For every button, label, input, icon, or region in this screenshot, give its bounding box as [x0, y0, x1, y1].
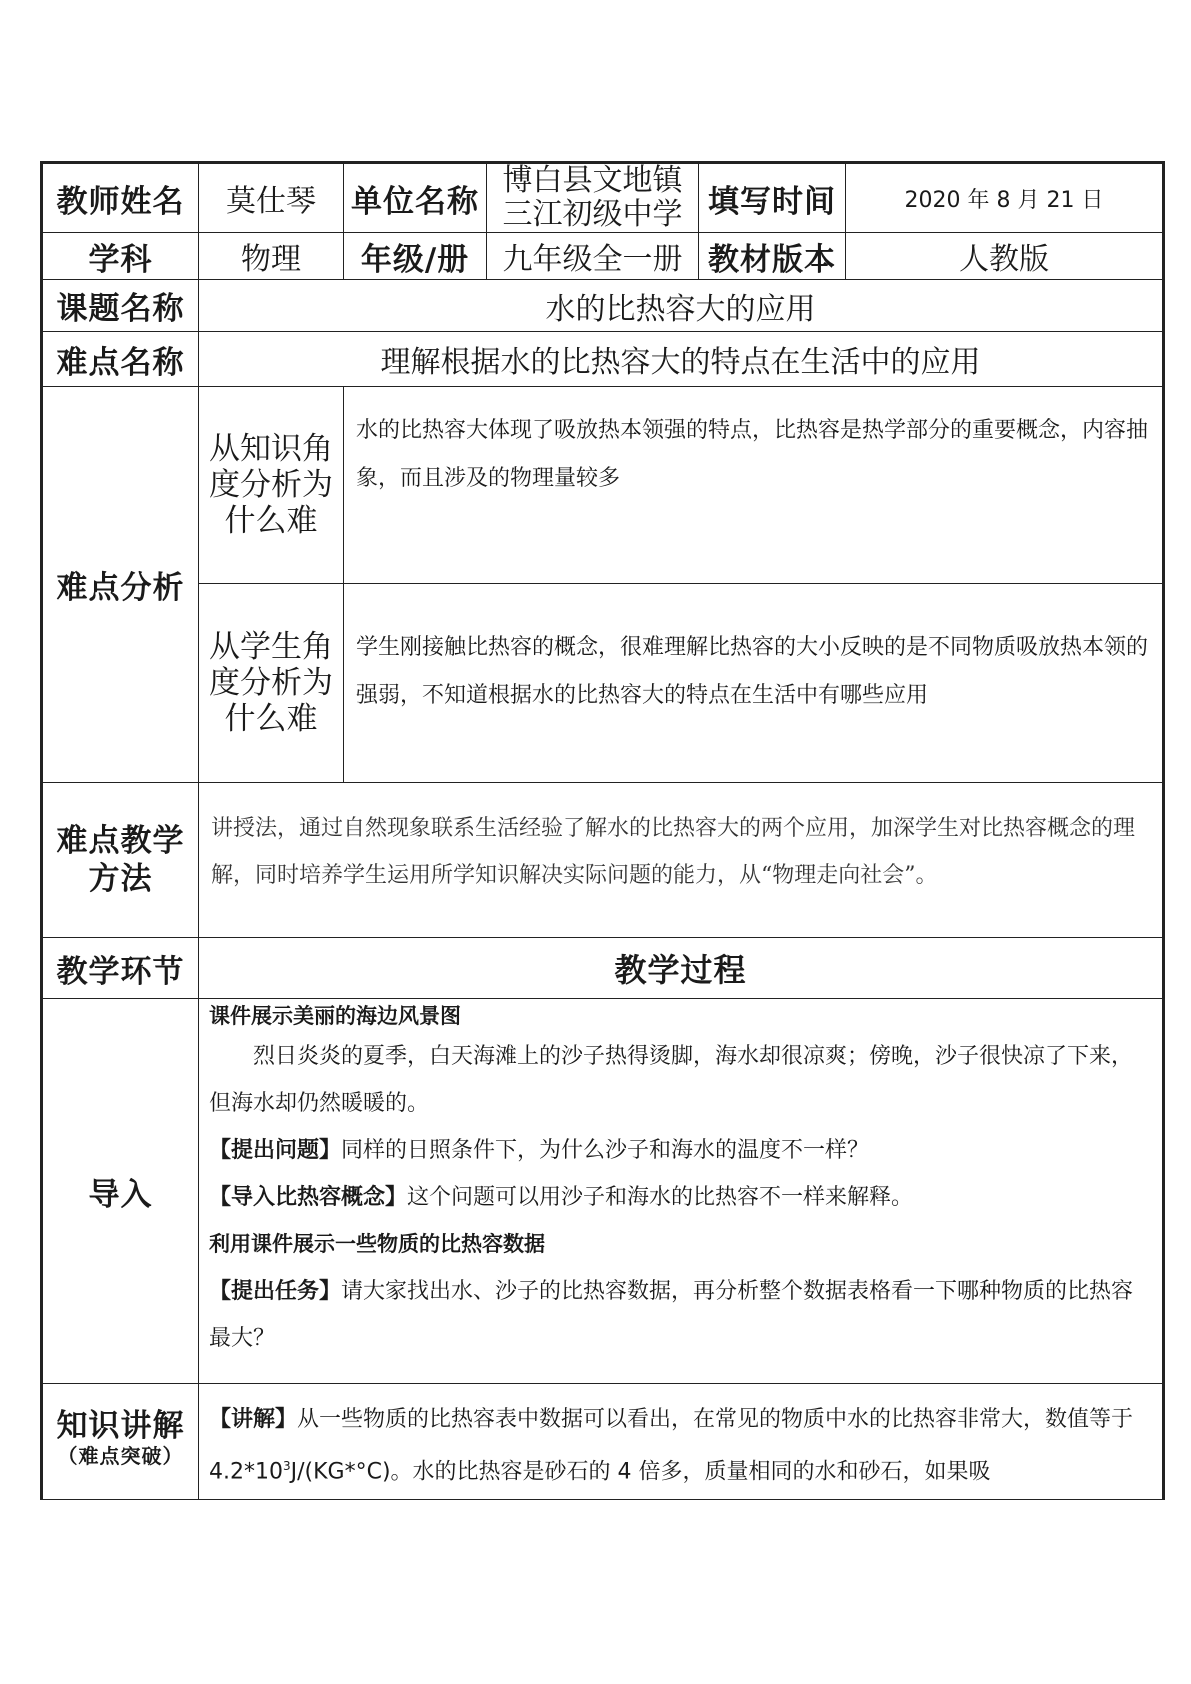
- intro-paragraph-1: 烈日炎炎的夏季，白天海滩上的沙子热得烫脚，海水却很凉爽；傍晚，沙子很快凉了下来，但海水却仍然暖暖的。: [209, 1044, 1134, 1116]
- difficulty-value: 理解根据水的比热容大的特点在生活中的应用: [199, 332, 1164, 387]
- header-row-1: [42, 163, 1164, 233]
- difficulty-label: 难点名称: [42, 332, 199, 387]
- concept-tag: 【导入比热容概念】: [209, 1185, 408, 1210]
- explain-label-main: 知识讲解: [56, 1408, 185, 1444]
- explain-label: [42, 1384, 199, 1500]
- subject-label: 学科: [42, 233, 199, 280]
- unit-value: [487, 163, 699, 233]
- edition-value: 人教版: [846, 233, 1164, 280]
- student-angle-text: 学生刚接触比热容的概念，很难理解比热容的大小反映的是不同物质吸放热本领的强弱，不知道根据水的比热容大的特点在生活中有哪些应用: [344, 584, 1164, 783]
- process-header-row: [42, 938, 1164, 999]
- topic-row: [42, 280, 1164, 332]
- concept-text: 这个问题可以用沙子和海水的比热容不一样来解释。: [407, 1185, 914, 1210]
- explain-paragraph: [209, 1396, 1152, 1495]
- teacher-label: 教师姓名: [42, 163, 199, 233]
- intro-content: [199, 999, 1164, 1384]
- knowledge-angle-text: 水的比热容大体现了吸放热本领强的特点，比热容是热学部分的重要概念，内容抽象，而且涉及的物理量较多: [344, 387, 1164, 584]
- intro-question: [209, 1127, 1152, 1174]
- date-label: 填写时间: [699, 163, 846, 233]
- question-text: 同样的日照条件下，为什么沙子和海水的温度不一样？: [341, 1138, 870, 1163]
- method-label: [42, 783, 199, 938]
- intro-heading-1: 课件展示美丽的海边风景图: [209, 1004, 461, 1028]
- knowledge-angle-label: 从知识角度分析为什么难: [199, 387, 344, 584]
- method-label-line1: 难点教学: [56, 823, 185, 859]
- edition-label: 教材版本: [699, 233, 846, 280]
- task-text: 请大家找出水、沙子的比热容数据，再分析整个数据表格看一下哪种物质的比热容最大？: [209, 1279, 1134, 1351]
- explain-row: [42, 1384, 1164, 1500]
- method-row: [42, 783, 1164, 938]
- explain-label-sub: （难点突破）: [57, 1444, 184, 1468]
- intro-row: [42, 999, 1164, 1384]
- intro-concept: [209, 1174, 1152, 1221]
- unit-value-line1: 博白县文地镇: [502, 163, 683, 198]
- grade-label: 年级/册: [344, 233, 487, 280]
- topic-label: 课题名称: [42, 280, 199, 332]
- date-value: 2020 年 8 月 21 日: [846, 163, 1164, 233]
- explain-content: [199, 1384, 1164, 1500]
- task-tag: 【提出任务】: [209, 1279, 342, 1304]
- header-row-2: [42, 233, 1164, 280]
- explain-text-before: 从一些物质的比热容表中数据可以看出，在常见的物质中水的比热容非常大，数值等于 4.2*10: [209, 1407, 1134, 1485]
- lesson-plan-table: [40, 161, 1165, 1500]
- intro-task: [209, 1268, 1152, 1362]
- subject-value: 物理: [199, 233, 344, 280]
- stage-header: 教学环节: [42, 938, 199, 999]
- analysis-row-knowledge: [42, 387, 1164, 584]
- question-tag: 【提出问题】: [209, 1138, 342, 1163]
- unit-label: 单位名称: [344, 163, 487, 233]
- grade-value: 九年级全一册: [487, 233, 699, 280]
- method-text: 讲授法，通过自然现象联系生活经验了解水的比热容大的两个应用，加深学生对比热容概念的理解，同时培养学生运用所学知识解决实际问题的能力，从“物理走向社会”。: [199, 783, 1164, 938]
- intro-label: 导入: [42, 999, 199, 1384]
- student-angle-label: 从学生角度分析为什么难: [199, 584, 344, 783]
- intro-heading-2: 利用课件展示一些物质的比热容数据: [209, 1232, 545, 1256]
- topic-value: 水的比热容大的应用: [199, 280, 1164, 332]
- process-header: 教学过程: [199, 938, 1164, 999]
- explain-tag: 【讲解】: [209, 1407, 298, 1432]
- explain-text-after: J/(KG*°C)。水的比热容是砂石的 4 倍多，质量相同的水和砂石，如果吸: [290, 1459, 991, 1485]
- unit-value-line2: 三江初级中学: [502, 197, 683, 232]
- teacher-value: 莫仕琴: [199, 163, 344, 233]
- explain-exponent: 3: [282, 1459, 291, 1473]
- difficulty-row: [42, 332, 1164, 387]
- analysis-label: 难点分析: [42, 387, 199, 783]
- method-label-line2: 方法: [88, 861, 153, 897]
- lesson-plan-document: [40, 161, 1162, 1500]
- analysis-row-student: [42, 584, 1164, 783]
